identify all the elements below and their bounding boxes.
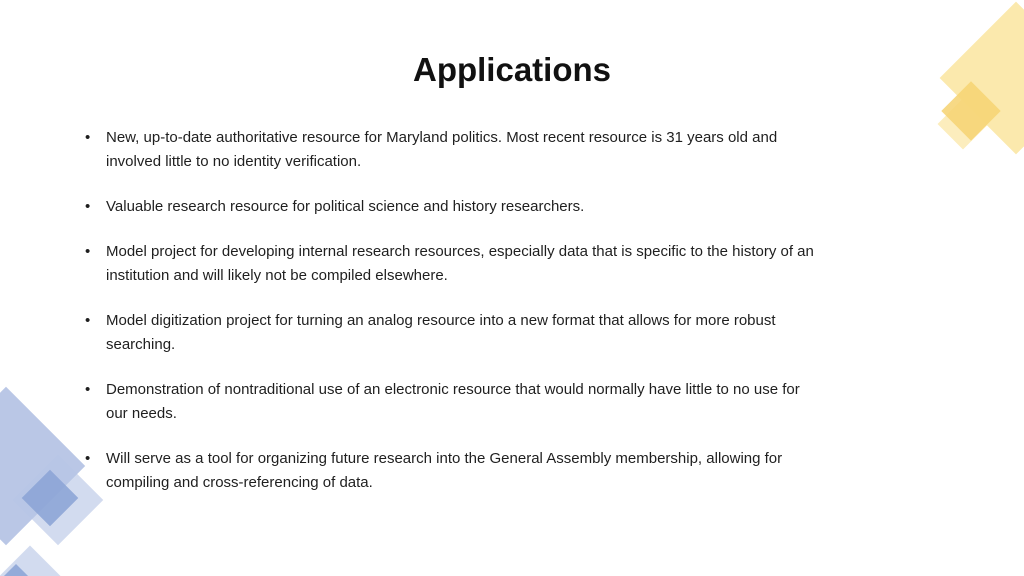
list-item: [85, 240, 955, 288]
bullet-marker: •: [85, 129, 91, 146]
bullet-line-2: involved little to no identity verification.: [106, 153, 362, 170]
bullet-marker: •: [85, 243, 91, 260]
bullet-line-1: Demonstration of nontraditional use of an electronic resource that would normally have little to no use for: [106, 381, 800, 398]
slide-title: Applications: [412, 51, 612, 88]
list-item: [85, 447, 955, 495]
bullet-line-2: compiling and cross-referencing of data.: [106, 474, 373, 491]
bullet-line-1: Valuable research resource for political science and history researchers.: [106, 198, 585, 215]
bullet-line-1: New, up-to-date authoritative resource for Maryland politics. Most recent resource is 31 years old and: [106, 129, 778, 146]
bullet-line-1: Model project for developing internal research resources, especially data that is specific to the history of an: [106, 243, 814, 260]
list-item: [85, 378, 955, 426]
list-item: [85, 195, 955, 219]
bullet-marker: •: [85, 198, 91, 215]
bullet-list: [85, 126, 955, 516]
bullet-line-1: Will serve as a tool for organizing future research into the General Assembly membership, allowing for: [106, 450, 783, 467]
bullet-marker: •: [85, 312, 91, 329]
list-item: [85, 126, 955, 174]
bullet-marker: •: [85, 450, 91, 467]
bullet-line-2: our needs.: [106, 405, 177, 422]
bullet-line-1: Model digitization project for turning an analog resource into a new format that allows for more robust: [106, 312, 776, 329]
bullet-marker: •: [85, 381, 91, 398]
list-item: [85, 309, 955, 357]
bullet-line-2: institution and will likely not be compiled elsewhere.: [106, 267, 448, 284]
bullet-line-2: searching.: [106, 336, 176, 353]
